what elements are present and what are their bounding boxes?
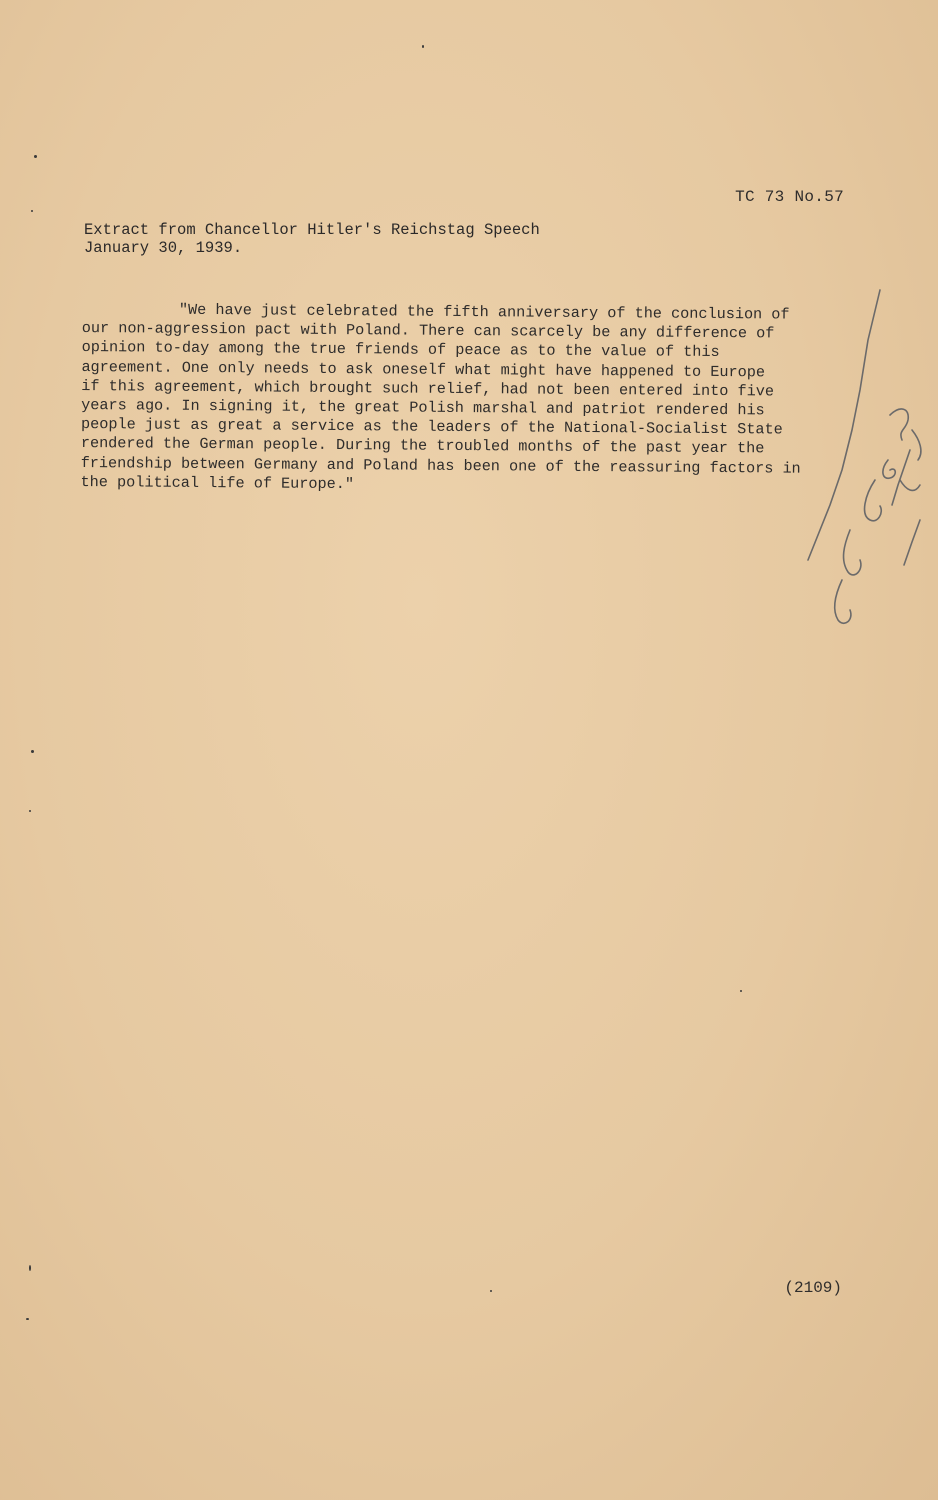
speech-extract [80, 300, 851, 498]
speech-line: the political life of Europe." [80, 472, 355, 493]
document-reference: TC 73 No.57 [735, 188, 844, 206]
paper-speck [29, 1265, 31, 1271]
speech-line: agreement. One only needs to ask oneself what might have happened to Europe [81, 357, 766, 381]
paper-speck [26, 1318, 29, 1320]
paper-speck [31, 210, 33, 212]
heading-title: Extract from Chancellor Hitler's Reichstag Speech [84, 221, 540, 239]
speech-line: years ago. In signing it, the great Polish marshal and patriot rendered his [81, 396, 765, 420]
page-number: (2109) [784, 1279, 842, 1297]
speech-line: "We have just celebrated the fifth anniversary of the conclusion of [178, 300, 790, 324]
speech-line: rendered the German people. During the troubled months of the past year the [80, 434, 765, 458]
heading-date: January 30, 1939. [84, 239, 243, 257]
pencil-annotation-mark [780, 280, 930, 640]
paper-speck [34, 155, 37, 158]
paper-speck [490, 1290, 492, 1292]
document-heading [84, 221, 540, 257]
speech-line: opinion to-day among the true friends of peace as to the value of this [81, 338, 720, 362]
paper-speck [422, 45, 424, 48]
speech-line: if this agreement, which brought such relief, had not been entered into five [81, 376, 775, 401]
paper-speck [29, 810, 31, 812]
speech-line: our non-aggression pact with Poland. There can scarcely be any difference of [81, 319, 775, 343]
speech-line: people just as great a service as the leaders of the National-Socialist State [80, 415, 783, 439]
paper-speck [740, 990, 742, 992]
speech-line: friendship between Germany and Poland has been one of the reassuring factors in [80, 453, 801, 478]
paper-speck [31, 750, 34, 753]
